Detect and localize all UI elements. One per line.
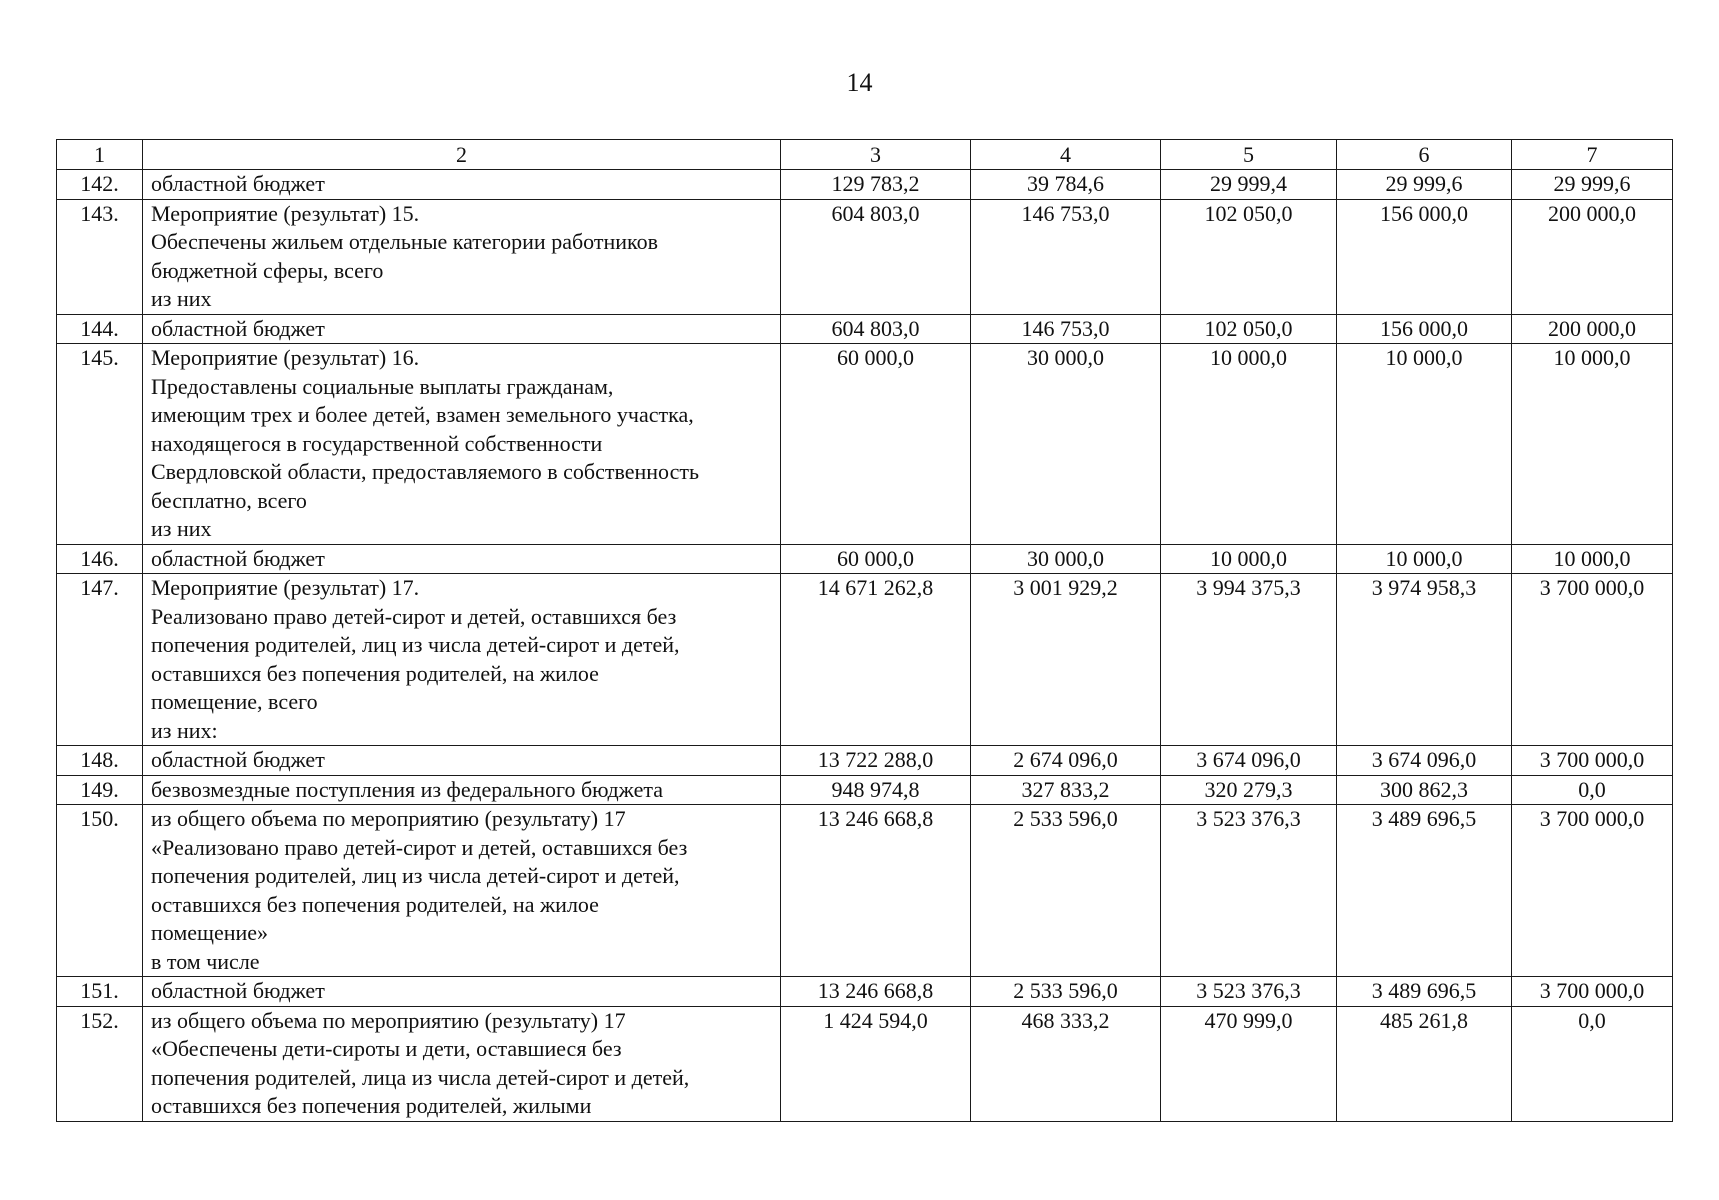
description-line: оставшихся без попечения родителей, на жилое [151,891,599,917]
row-description [143,344,781,545]
description-line: «Обеспечены дети-сироты и дети, оставшиеся без [151,1036,622,1061]
description-line: Мероприятие (результат) 15. [151,200,420,226]
value-cell-col-5: 470 999,0 [1161,1006,1337,1121]
row-description [143,746,781,776]
row-description [143,805,781,977]
description-line: находящегося в государственной собственности [151,430,603,456]
description-line: имеющим трех и более детей, взамен земельного участка, [151,402,694,427]
value-cell-col-6: 3 489 696,5 [1337,805,1512,977]
row-number: 142. [57,170,143,200]
column-header: 5 [1161,140,1337,170]
description-line: из них [151,286,212,311]
value-cell-col-7: 200 000,0 [1512,314,1673,344]
description-line: областной бюджет [151,978,325,1003]
row-description [143,574,781,746]
row-description [143,977,781,1007]
value-cell-col-6: 3 674 096,0 [1337,746,1512,776]
row-number: 144. [57,314,143,344]
description-line: оставшихся без попечения родителей, жилыми [151,1093,592,1118]
row-number: 148. [57,746,143,776]
description-line: помещение, всего [151,689,318,714]
row-number: 145. [57,344,143,545]
description-line: областной бюджет [151,315,325,341]
table-row [57,344,1673,545]
value-cell-col-3: 604 803,0 [781,314,971,344]
description-line: попечения родителей, лиц из числа детей-сирот и детей, [151,863,680,888]
value-cell-col-6: 29 999,6 [1337,170,1512,200]
value-cell-col-5: 10 000,0 [1161,344,1337,545]
description-line: из общего объема по мероприятию (результату) 17 [151,1007,626,1033]
row-number: 147. [57,574,143,746]
table-row [57,775,1673,805]
value-cell-col-4: 30 000,0 [971,344,1161,545]
table-row [57,544,1673,574]
table-row [57,199,1673,314]
description-line: областной бюджет [151,747,325,772]
table-row [57,746,1673,776]
table-row [57,170,1673,200]
value-cell-col-3: 1 424 594,0 [781,1006,971,1121]
description-line: бесплатно, всего [151,487,307,513]
row-description [143,170,781,200]
value-cell-col-3: 13 722 288,0 [781,746,971,776]
value-cell-col-6: 300 862,3 [1337,775,1512,805]
description-line: областной бюджет [151,171,325,196]
value-cell-col-4: 39 784,6 [971,170,1161,200]
value-cell-col-6: 3 974 958,3 [1337,574,1512,746]
row-number: 151. [57,977,143,1007]
value-cell-col-5: 10 000,0 [1161,544,1337,574]
value-cell-col-6: 3 489 696,5 [1337,977,1512,1007]
column-header: 1 [57,140,143,170]
description-line: Предоставлены социальные выплаты гражданам, [151,373,614,399]
value-cell-col-6: 10 000,0 [1337,344,1512,545]
row-number: 143. [57,199,143,314]
value-cell-col-4: 327 833,2 [971,775,1161,805]
description-line: Обеспечены жильем отдельные категории работников [151,229,658,254]
table-header-row [57,140,1673,170]
description-line: Свердловской области, предоставляемого в собственность [151,459,700,484]
value-cell-col-4: 146 753,0 [971,199,1161,314]
table-row [57,977,1673,1007]
value-cell-col-3: 13 246 668,8 [781,805,971,977]
description-line: Мероприятие (результат) 16. [151,345,420,370]
description-line: Мероприятие (результат) 17. [151,575,420,600]
value-cell-col-4: 2 533 596,0 [971,805,1161,977]
row-description [143,775,781,805]
description-line: помещение» [151,920,269,945]
value-cell-col-6: 485 261,8 [1337,1006,1512,1121]
value-cell-col-3: 60 000,0 [781,544,971,574]
description-line: из общего объема по мероприятию (результату) 17 [151,806,626,831]
value-cell-col-5: 3 674 096,0 [1161,746,1337,776]
description-line: «Реализовано право детей-сирот и детей, оставшихся без [151,834,688,860]
table-row [57,805,1673,977]
description-line: в том числе [151,948,260,974]
value-cell-col-7: 10 000,0 [1512,344,1673,545]
value-cell-col-3: 13 246 668,8 [781,977,971,1007]
column-header: 6 [1337,140,1512,170]
table-row [57,1006,1673,1121]
value-cell-col-6: 156 000,0 [1337,199,1512,314]
table-row [57,574,1673,746]
value-cell-col-7: 3 700 000,0 [1512,977,1673,1007]
row-description [143,544,781,574]
value-cell-col-3: 604 803,0 [781,199,971,314]
description-line: попечения родителей, лиц из числа детей-сирот и детей, [151,632,680,657]
row-number: 152. [57,1006,143,1121]
value-cell-col-5: 3 523 376,3 [1161,977,1337,1007]
value-cell-col-4: 30 000,0 [971,544,1161,574]
table-row [57,314,1673,344]
table-body [57,170,1673,1122]
row-description [143,1006,781,1121]
row-number: 150. [57,805,143,977]
value-cell-col-7: 3 700 000,0 [1512,805,1673,977]
description-line: Реализовано право детей-сирот и детей, оставшихся без [151,603,677,629]
value-cell-col-5: 29 999,4 [1161,170,1337,200]
value-cell-col-4: 3 001 929,2 [971,574,1161,746]
description-line: областной бюджет [151,545,325,571]
value-cell-col-5: 3 523 376,3 [1161,805,1337,977]
value-cell-col-3: 129 783,2 [781,170,971,200]
row-description [143,314,781,344]
column-header: 4 [971,140,1161,170]
value-cell-col-5: 320 279,3 [1161,775,1337,805]
value-cell-col-7: 3 700 000,0 [1512,746,1673,776]
value-cell-col-7: 0,0 [1512,775,1673,805]
value-cell-col-4: 146 753,0 [971,314,1161,344]
row-number: 149. [57,775,143,805]
value-cell-col-7: 10 000,0 [1512,544,1673,574]
column-header: 3 [781,140,971,170]
page-number: 14 [846,68,873,97]
description-line: из них [151,516,212,541]
value-cell-col-6: 156 000,0 [1337,314,1512,344]
value-cell-col-5: 3 994 375,3 [1161,574,1337,746]
value-cell-col-7: 0,0 [1512,1006,1673,1121]
value-cell-col-3: 948 974,8 [781,775,971,805]
value-cell-col-7: 3 700 000,0 [1512,574,1673,746]
value-cell-col-7: 29 999,6 [1512,170,1673,200]
value-cell-col-3: 60 000,0 [781,344,971,545]
value-cell-col-4: 2 674 096,0 [971,746,1161,776]
value-cell-col-7: 200 000,0 [1512,199,1673,314]
value-cell-col-5: 102 050,0 [1161,314,1337,344]
value-cell-col-3: 14 671 262,8 [781,574,971,746]
value-cell-col-6: 10 000,0 [1337,544,1512,574]
value-cell-col-4: 468 333,2 [971,1006,1161,1121]
value-cell-col-5: 102 050,0 [1161,199,1337,314]
column-header: 2 [143,140,781,170]
description-line: безвозмездные поступления из федерального бюджета [151,776,663,802]
row-description [143,199,781,314]
column-header: 7 [1512,140,1673,170]
value-cell-col-4: 2 533 596,0 [971,977,1161,1007]
budget-table [56,139,1673,1122]
description-line: попечения родителей, лица из числа детей-сирот и детей, [151,1064,690,1090]
description-line: оставшихся без попечения родителей, на жилое [151,660,599,686]
description-line: бюджетной сферы, всего [151,257,384,283]
row-number: 146. [57,544,143,574]
description-line: из них: [151,717,218,743]
